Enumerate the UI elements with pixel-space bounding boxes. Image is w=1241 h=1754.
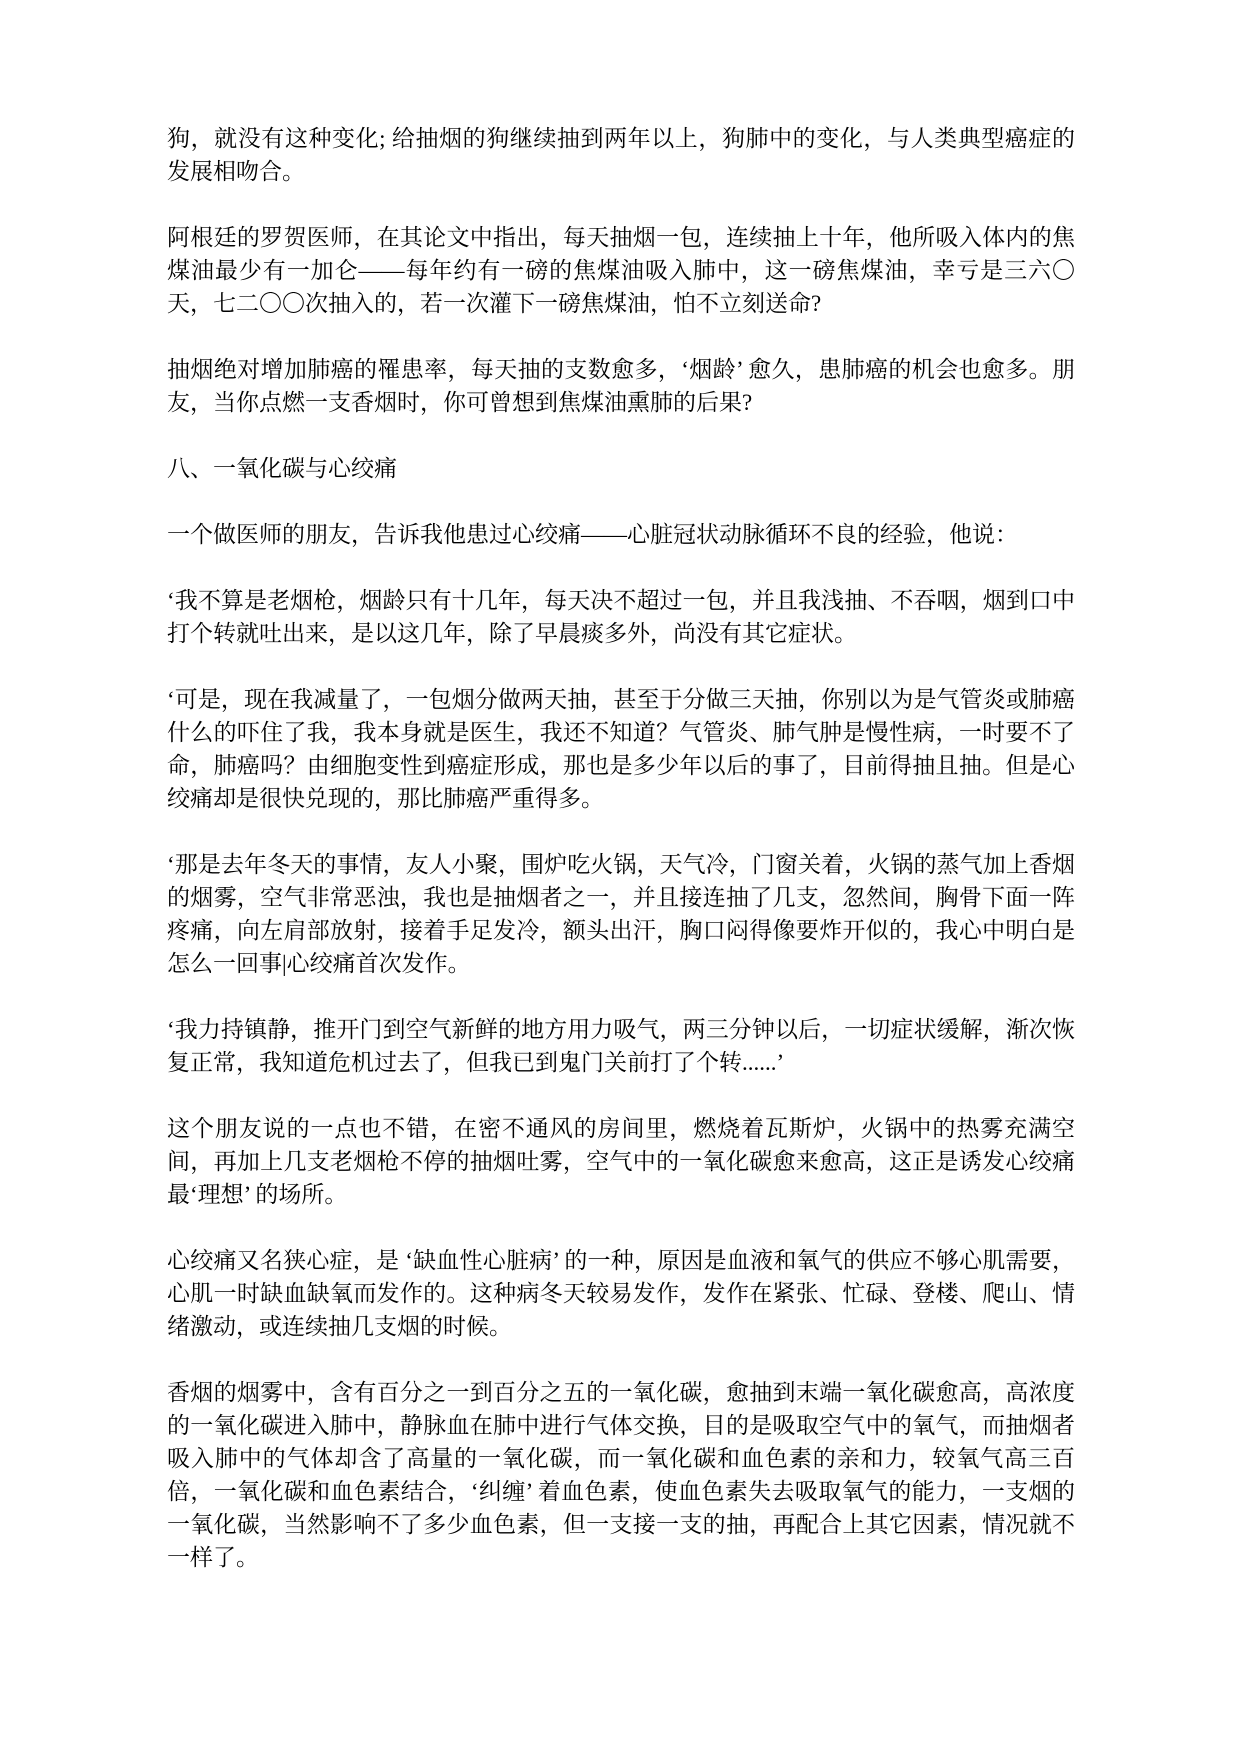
section-heading: 八、一氧化碳与心绞痛	[167, 456, 397, 481]
paragraph: ‘那是去年冬天的事情，友人小聚，围炉吃火锅，天气冷，门窗关着，火锅的蒸气加上香烟的烟雾，空气非常恶浊，我也是抽烟者之一，并且接连抽了几支，忽然间，胸骨下面一阵疼痛，向左肩部放射，接着手足发冷，额头出汗，胸口闷得像要炸开似的，我心中明白是怎么一回事|心绞痛首次发作。	[167, 852, 1075, 976]
paragraph: ‘可是，现在我减量了，一包烟分做两天抽，甚至于分做三天抽，你别以为是气管炎或肺癌什么的吓住了我，我本身就是医生，我还不知道？气管炎、肺气肿是慢性病，一时要不了命，肺癌吗？由细胞变性到癌症形成，那也是多少年以后的事了，目前得抽且抽。但是心绞痛却是很快兑现的，那比肺癌严重得多。	[167, 687, 1075, 811]
paragraph: ‘我力持镇静，推开门到空气新鲜的地方用力吸气，两三分钟以后，一切症状缓解，渐次恢复正常，我知道危机过去了，但我已到鬼门关前打了个转......’	[167, 1017, 1075, 1075]
paragraph: ‘我不算是老烟枪，烟龄只有十几年，每天决不超过一包，并且我浅抽、不吞咽，烟到口中打个转就吐出来，是以这几年，除了早晨痰多外，尚没有其它症状。	[167, 588, 1075, 646]
paragraph: 心绞痛又名狭心症，是 ‘缺血性心脏病’ 的一种，原因是血液和氧气的供应不够心肌需要，心肌一时缺血缺氧而发作的。这种病冬天较易发作，发作在紧张、忙碌、登楼、爬山、情绪激动，或连续抽几支烟的时候。	[167, 1248, 1075, 1339]
paragraph: 狗，就没有这种变化; 给抽烟的狗继续抽到两年以上，狗肺中的变化，与人类典型癌症的发展相吻合。	[167, 126, 1075, 184]
paragraph: 这个朋友说的一点也不错，在密不通风的房间里，燃烧着瓦斯炉，火锅中的热雾充满空间，再加上几支老烟枪不停的抽烟吐雾，空气中的一氧化碳愈来愈高，这正是诱发心绞痛最‘理想’ 的场所。	[167, 1116, 1075, 1207]
paragraph: 一个做医师的朋友，告诉我他患过心绞痛——心脏冠状动脉循环不良的经验，他说：	[167, 522, 1018, 547]
paragraph: 香烟的烟雾中，含有百分之一到百分之五的一氧化碳，愈抽到末端一氧化碳愈高，高浓度的一氧化碳进入肺中，静脉血在肺中进行气体交换，目的是吸取空气中的氧气，而抽烟者吸入肺中的气体却含了高量的一氧化碳，而一氧化碳和血色素的亲和力，较氧气高三百倍，一氧化碳和血色素结合，‘纠缠’ 着血色素，使血色素失去吸取氧气的能力，一支烟的一氧化碳，当然影响不了多少血色素，但一支接一支的抽，再配合上其它因素，情况就不一样了。	[167, 1380, 1075, 1570]
paragraph: 阿根廷的罗贺医师，在其论文中指出，每天抽烟一包，连续抽上十年，他所吸入体内的焦煤油最少有一加仑——每年约有一磅的焦煤油吸入肺中，这一磅焦煤油，幸亏是三六〇天，七二〇〇次抽入的，若一次灌下一磅焦煤油，怕不立刻送命?	[167, 225, 1075, 316]
paragraph: 抽烟绝对增加肺癌的罹患率，每天抽的支数愈多，‘烟龄’ 愈久，患肺癌的机会也愈多。朋友，当你点燃一支香烟时，你可曾想到焦煤油熏肺的后果?	[167, 357, 1075, 415]
